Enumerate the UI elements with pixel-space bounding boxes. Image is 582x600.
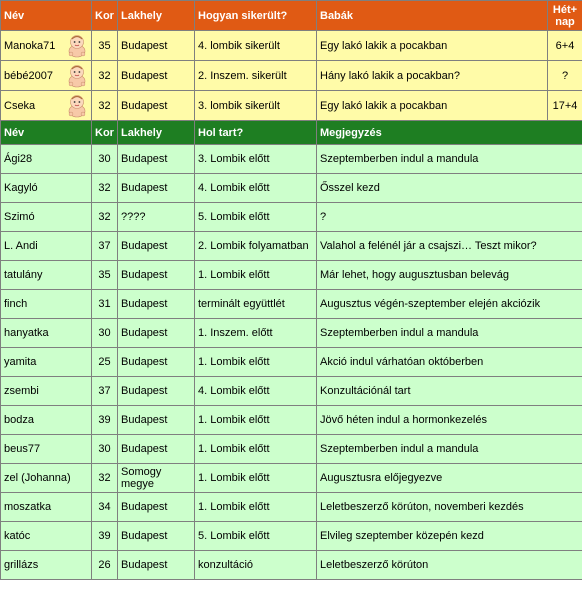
cell-lakhely: Budapest — [118, 435, 195, 464]
waiting-row — [1, 145, 582, 174]
cell-hogyan: 3. lombik sikerült — [195, 91, 317, 121]
cell-megjegyzes: Augusztus végén-szeptember elején akciózik — [317, 290, 582, 319]
cell-nev: beus77 — [1, 435, 92, 464]
cell-nev: bodza — [1, 406, 92, 435]
cell-kor: 35 — [92, 31, 118, 61]
cell-kor: 32 — [92, 61, 118, 91]
cell-nev — [1, 61, 92, 91]
cell-nev: yamita — [1, 348, 92, 377]
cell-babak: Hány lakó lakik a pocakban? — [317, 61, 548, 91]
cell-holtart: 1. Lombik előtt — [195, 348, 317, 377]
cell-kor: 39 — [92, 406, 118, 435]
waiting-row — [1, 203, 582, 232]
waiting-row — [1, 261, 582, 290]
header-het: Hét+ nap — [548, 1, 582, 31]
cell-nev — [1, 31, 92, 61]
cell-nev: tatulány — [1, 261, 92, 290]
cell-lakhely: Budapest — [118, 174, 195, 203]
waiting-row — [1, 464, 582, 493]
cell-nev: finch — [1, 290, 92, 319]
cell-kor: 32 — [92, 203, 118, 232]
cell-lakhely: Budapest — [118, 290, 195, 319]
baby-icon — [66, 34, 88, 58]
cell-holtart: 5. Lombik előtt — [195, 203, 317, 232]
cell-lakhely: Budapest — [118, 406, 195, 435]
cell-lakhely: Budapest — [118, 377, 195, 406]
cell-lakhely: Budapest — [118, 31, 195, 61]
cell-lakhely: Budapest — [118, 61, 195, 91]
cell-kor: 37 — [92, 232, 118, 261]
cell-nev: Ági28 — [1, 145, 92, 174]
cell-megjegyzes: ? — [317, 203, 582, 232]
baby-icon — [66, 94, 88, 118]
cell-kor: 30 — [92, 319, 118, 348]
success-row — [1, 91, 582, 121]
cell-holtart: 1. Inszem. előtt — [195, 319, 317, 348]
header-babak: Babák — [317, 1, 548, 31]
success-row — [1, 31, 582, 61]
success-header-row — [1, 1, 582, 31]
cell-kor: 39 — [92, 522, 118, 551]
member-name: bébé2007 — [4, 69, 53, 82]
cell-holtart: terminált együttlét — [195, 290, 317, 319]
cell-kor: 35 — [92, 261, 118, 290]
cell-holtart: 5. Lombik előtt — [195, 522, 317, 551]
cell-holtart: 1. Lombik előtt — [195, 261, 317, 290]
waiting-row — [1, 232, 582, 261]
cell-kor: 31 — [92, 290, 118, 319]
cell-lakhely: Budapest — [118, 551, 195, 580]
cell-megjegyzes: Szeptemberben indul a mandula — [317, 145, 582, 174]
waiting-row — [1, 174, 582, 203]
cell-megjegyzes: Akció indul várhatóan októberben — [317, 348, 582, 377]
cell-nev — [1, 91, 92, 121]
cell-megjegyzes: Konzultációnál tart — [317, 377, 582, 406]
waiting-row — [1, 493, 582, 522]
cell-holtart: 1. Lombik előtt — [195, 406, 317, 435]
cell-kor: 30 — [92, 145, 118, 174]
cell-megjegyzes: Már lehet, hogy augusztusban belevág — [317, 261, 582, 290]
cell-nev: hanyatka — [1, 319, 92, 348]
cell-lakhely: Budapest — [118, 348, 195, 377]
cell-kor: 26 — [92, 551, 118, 580]
cell-megjegyzes: Szeptemberben indul a mandula — [317, 319, 582, 348]
cell-nev: moszatka — [1, 493, 92, 522]
cell-holtart: konzultáció — [195, 551, 317, 580]
member-name: Manoka71 — [4, 39, 56, 52]
waiting-row — [1, 406, 582, 435]
header-holtart: Hol tart? — [195, 121, 317, 145]
cell-lakhely: Budapest — [118, 493, 195, 522]
cell-nev: Kagyló — [1, 174, 92, 203]
waiting-row — [1, 319, 582, 348]
waiting-row — [1, 522, 582, 551]
cell-kor: 30 — [92, 435, 118, 464]
cell-lakhely: Budapest — [118, 319, 195, 348]
cell-kor: 25 — [92, 348, 118, 377]
cell-megjegyzes: Valahol a felénél jár a csajszi… Teszt mikor? — [317, 232, 582, 261]
waiting-row — [1, 435, 582, 464]
cell-kor: 32 — [92, 464, 118, 493]
cell-kor: 32 — [92, 91, 118, 121]
cell-megjegyzes: Leletbeszerző körúton — [317, 551, 582, 580]
cell-het: ? — [548, 61, 582, 91]
cell-kor: 34 — [92, 493, 118, 522]
waiting-row — [1, 290, 582, 319]
cell-lakhely: Budapest — [118, 232, 195, 261]
cell-holtart: 2. Lombik folyamatban — [195, 232, 317, 261]
cell-nev: L. Andi — [1, 232, 92, 261]
cell-lakhely: Budapest — [118, 91, 195, 121]
cell-holtart: 4. Lombik előtt — [195, 377, 317, 406]
cell-megjegyzes: Jövő héten indul a hormonkezelés — [317, 406, 582, 435]
header-hogyan: Hogyan sikerült? — [195, 1, 317, 31]
cell-megjegyzes: Leletbeszerző körúton, novemberi kezdés — [317, 493, 582, 522]
cell-lakhely: ???? — [118, 203, 195, 232]
cell-kor: 37 — [92, 377, 118, 406]
cell-megjegyzes: Augusztusra előjegyezve — [317, 464, 582, 493]
waiting-row — [1, 551, 582, 580]
header-lakhely: Lakhely — [118, 121, 195, 145]
cell-kor: 32 — [92, 174, 118, 203]
waiting-row — [1, 377, 582, 406]
cell-babak: Egy lakó lakik a pocakban — [317, 91, 548, 121]
waiting-row — [1, 348, 582, 377]
cell-hogyan: 2. Inszem. sikerült — [195, 61, 317, 91]
success-row — [1, 61, 582, 91]
cell-lakhely: Budapest — [118, 261, 195, 290]
cell-megjegyzes: Elvileg szeptember közepén kezd — [317, 522, 582, 551]
cell-lakhely: Somogy megye — [118, 464, 195, 493]
header-nev: Név — [1, 1, 92, 31]
member-name: Cseka — [4, 99, 36, 112]
cell-nev: Szimó — [1, 203, 92, 232]
header-kor: Kor — [92, 121, 118, 145]
cell-nev: zel (Johanna) — [1, 464, 92, 493]
cell-holtart: 3. Lombik előtt — [195, 145, 317, 174]
cell-holtart: 1. Lombik előtt — [195, 464, 317, 493]
cell-het: 17+4 — [548, 91, 582, 121]
cell-megjegyzes: Ősszel kezd — [317, 174, 582, 203]
cell-lakhely: Budapest — [118, 145, 195, 174]
cell-holtart: 1. Lombik előtt — [195, 493, 317, 522]
cell-het: 6+4 — [548, 31, 582, 61]
header-kor: Kor — [92, 1, 118, 31]
cell-nev: zsembi — [1, 377, 92, 406]
cell-holtart: 4. Lombik előtt — [195, 174, 317, 203]
cell-holtart: 1. Lombik előtt — [195, 435, 317, 464]
baby-icon — [66, 64, 88, 88]
header-megjegyzes: Megjegyzés — [317, 121, 582, 145]
cell-babak: Egy lakó lakik a pocakban — [317, 31, 548, 61]
cell-megjegyzes: Szeptemberben indul a mandula — [317, 435, 582, 464]
cell-lakhely: Budapest — [118, 522, 195, 551]
cell-nev: katóc — [1, 522, 92, 551]
header-nev: Név — [1, 121, 92, 145]
header-lakhely: Lakhely — [118, 1, 195, 31]
cell-nev: grillázs — [1, 551, 92, 580]
waiting-header-row — [1, 121, 582, 145]
cell-hogyan: 4. lombik sikerült — [195, 31, 317, 61]
